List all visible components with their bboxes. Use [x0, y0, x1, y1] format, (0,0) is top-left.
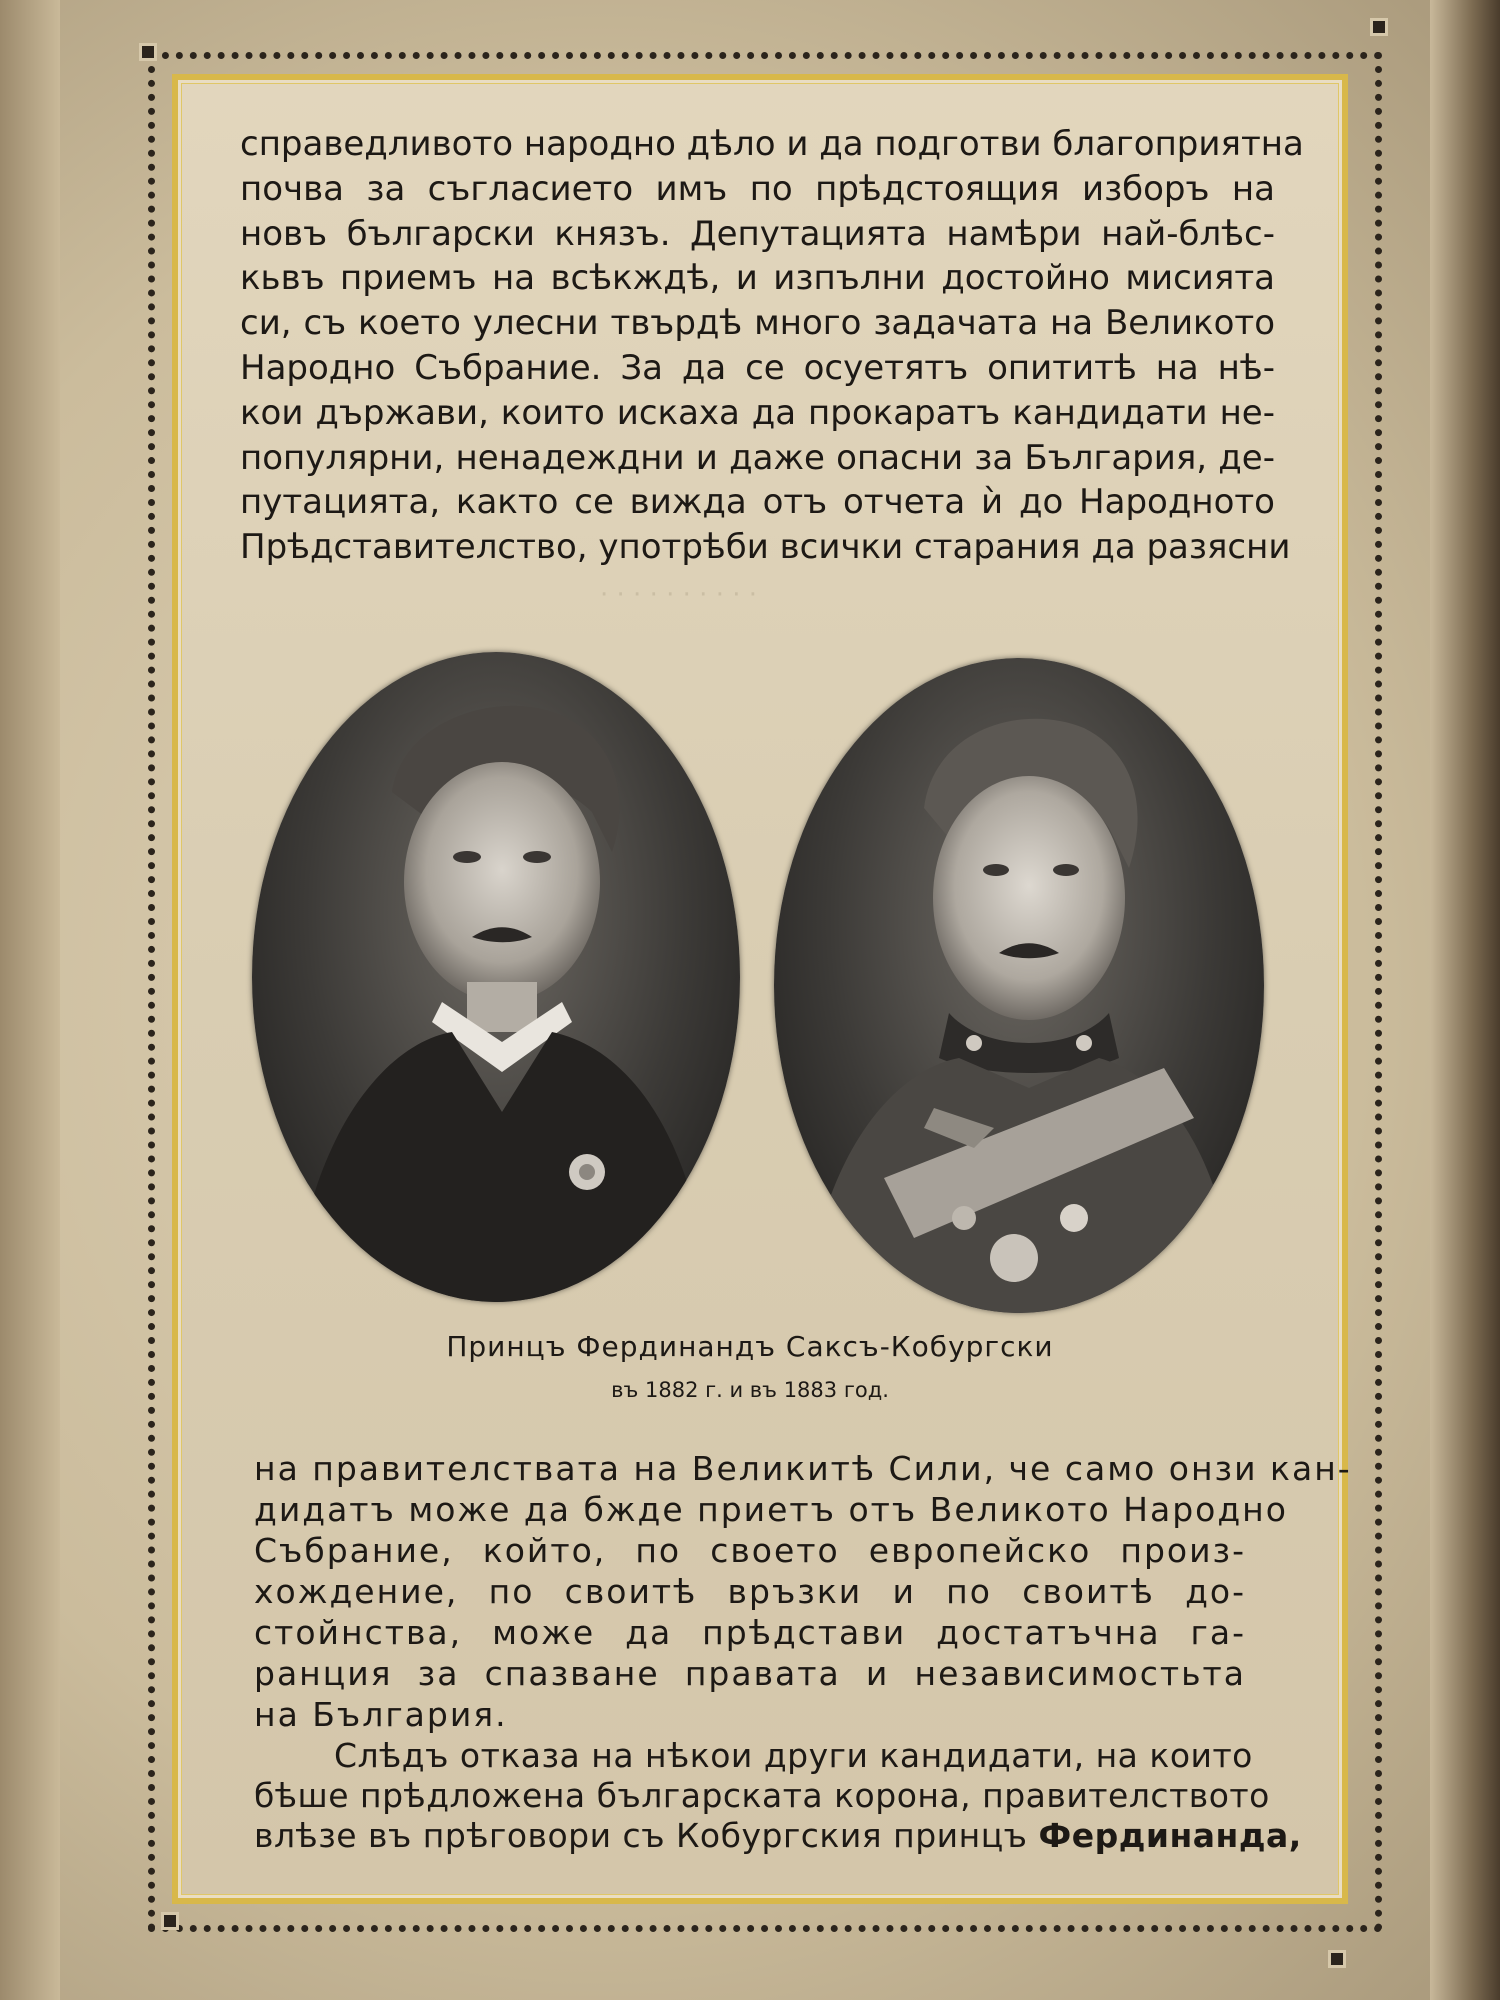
portrait-uniform-figure [774, 658, 1264, 1313]
frame-corner-ornament [161, 1912, 179, 1930]
portrait-caption-years: въ 1882 г. и въ 1883 год. [611, 1378, 889, 1402]
text-line: справедливото народно дѣло и да подготви благоприятна [240, 124, 1304, 164]
text-line: популярни, ненадеждни и даже опасни за България, де- [240, 437, 1275, 478]
text-line: кои държави, които искаха да прокаратъ кандидати не- [240, 392, 1275, 433]
text-line: стойнства, може да прѣдстави достатъчна га- [254, 1613, 1246, 1652]
text-line: ранция за спазване правата и независимостьта [254, 1654, 1246, 1693]
top-paragraph [240, 122, 1304, 570]
frame-corner-ornament [1328, 1950, 1346, 1968]
text-line: на правителствата на Великитѣ Сили, че само онзи кан- [254, 1449, 1352, 1488]
frame-corner-ornament [139, 43, 157, 61]
book-spine-edge [0, 0, 60, 2000]
text-line: Прѣдставителство, употрѣби всички старания да разясни [240, 527, 1291, 568]
text-line: на България. [254, 1695, 508, 1734]
frame-corner-ornament [1370, 18, 1388, 36]
portrait-caption: Принцъ Фердинандъ Саксъ-Кобургски [446, 1330, 1054, 1363]
text-line: дидатъ може да бжде приетъ отъ Великото Народно [254, 1490, 1288, 1529]
text-line: бѣше прѣдложена българската корона, правителството [254, 1776, 1270, 1815]
final-paragraph [254, 1736, 1302, 1856]
text-line: кьвъ приемъ на всѣкждѣ, и изпълни достойно мисията [240, 258, 1275, 299]
portrait-civilian-figure [252, 652, 740, 1302]
text-line: Събрание, който, по своето европейско произ- [254, 1531, 1246, 1570]
text-line-prefix: влѣзе въ прѣговори съ Кобургския принцъ [254, 1816, 1028, 1855]
text-line: новъ български князъ. Депутацията намѣри най-блѣс- [240, 213, 1275, 254]
text-line [254, 1816, 1302, 1856]
text-line: Слѣдъ отказа на нѣкои други кандидати, на които [334, 1736, 1253, 1775]
bottom-paragraph [254, 1448, 1352, 1735]
page-stack-edge [1430, 0, 1500, 2000]
text-line: Народно Събрание. За да се осуетятъ опититѣ на нѣ- [240, 347, 1275, 388]
portrait-1883-oval [774, 658, 1264, 1313]
bleed-through-text: · · · · · · · · · · [600, 580, 758, 610]
text-line: путацията, както се вижда отъ отчета ѝ до Народното [240, 482, 1275, 523]
portrait-1882-oval [252, 652, 740, 1302]
text-line: почва за съгласието имъ по прѣдстоящия изборъ на [240, 168, 1275, 209]
name-emphasis: Фердинанда, [1038, 1816, 1302, 1855]
text-line: си, съ което улесни твърдѣ много задачата на Великото [240, 303, 1275, 344]
text-line: хождение, по своитѣ връзки и по своитѣ до- [254, 1572, 1246, 1611]
